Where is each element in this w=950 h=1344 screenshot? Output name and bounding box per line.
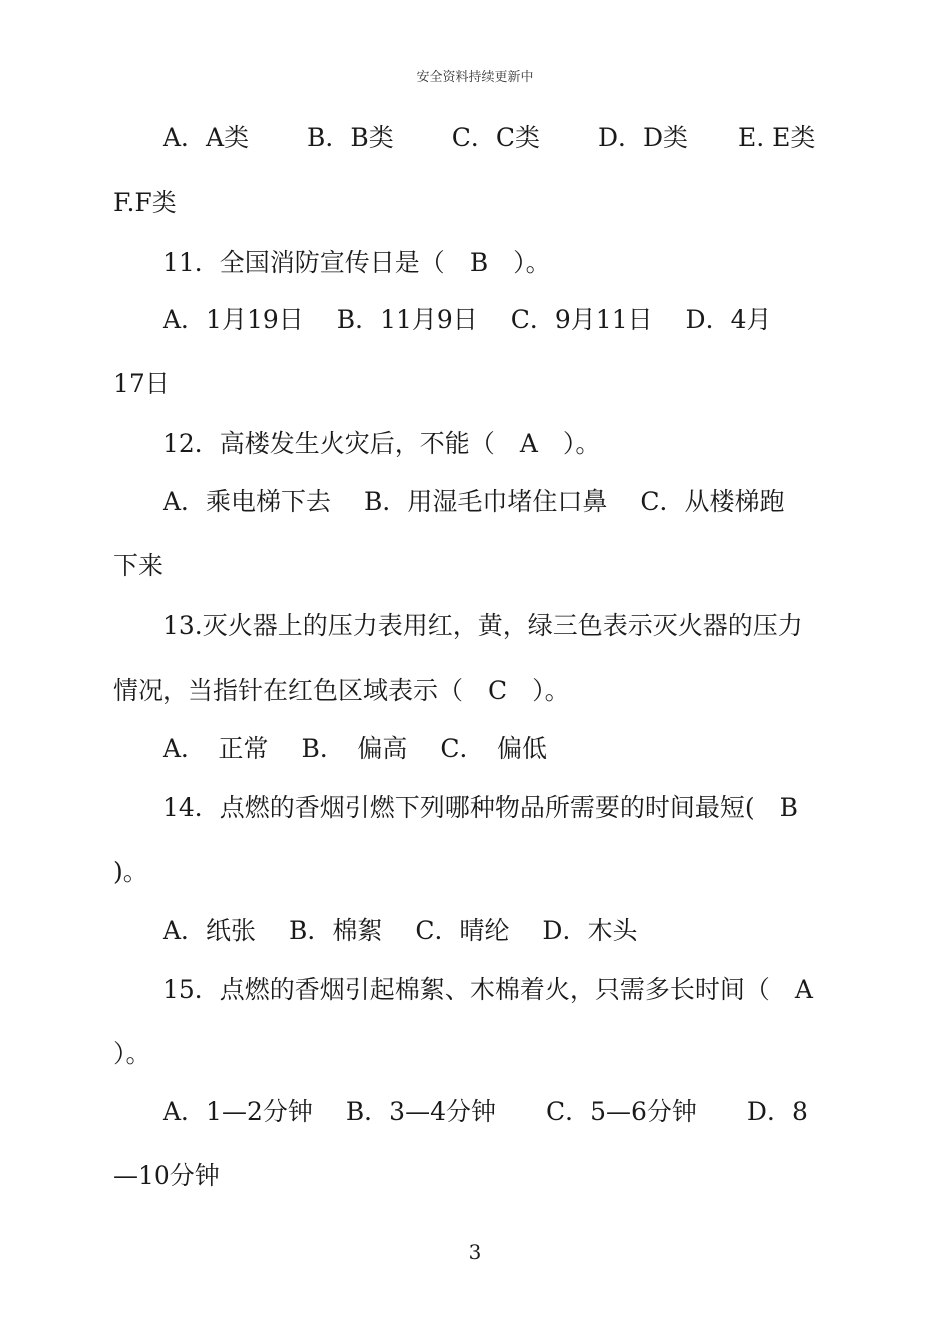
q14-question-line1: 14．点燃的香烟引燃下列哪种物品所需要的时间最短( B bbox=[163, 793, 798, 822]
q11-options-line2: 17日 bbox=[113, 369, 170, 398]
q15-question-line2: ）。 bbox=[113, 1039, 151, 1068]
q14-options: A．纸张 B．棉絮 C．晴纶 D．木头 bbox=[163, 916, 638, 945]
q15-question-line1: 15．点燃的香烟引起棉絮、木棉着火，只需多长时间（ A bbox=[163, 975, 813, 1004]
q15-options-line2: —10分钟 bbox=[113, 1161, 220, 1190]
q12-options-line2: 下来 bbox=[113, 551, 164, 580]
q13-question-line1: 13.灭火器上的压力表用红，黄，绿三色表示灭火器的压力 bbox=[163, 611, 803, 640]
q13-options: A． 正常 B． 偏高 C． 偏低 bbox=[163, 734, 547, 763]
q15-options-line1: A．1—2分钟 B．3—4分钟 C．5—6分钟 D．8 bbox=[163, 1097, 808, 1126]
q10-options-line2: F.F类 bbox=[113, 188, 177, 217]
q11-options-line1: A．1月19日 B．11月9日 C．9月11日 D．4月 bbox=[163, 305, 772, 334]
page-number: 3 bbox=[468, 1240, 482, 1264]
q11-question: 11．全国消防宣传日是（ B ）。 bbox=[163, 248, 551, 277]
page-header: 安全资料持续更新中 bbox=[416, 70, 534, 85]
q12-question: 12．高楼发生火灾后，不能（ A ）。 bbox=[163, 429, 601, 458]
q14-question-line2: )。 bbox=[113, 857, 148, 886]
q13-question-line2: 情况，当指针在红色区域表示（ C ）。 bbox=[113, 676, 570, 705]
q12-options-line1: A．乘电梯下去 B．用湿毛巾堵住口鼻 C．从楼梯跑 bbox=[163, 487, 785, 516]
q10-options-line1: A．A类 B．B类 C．C类 D．D类 E. E类 bbox=[163, 123, 816, 152]
